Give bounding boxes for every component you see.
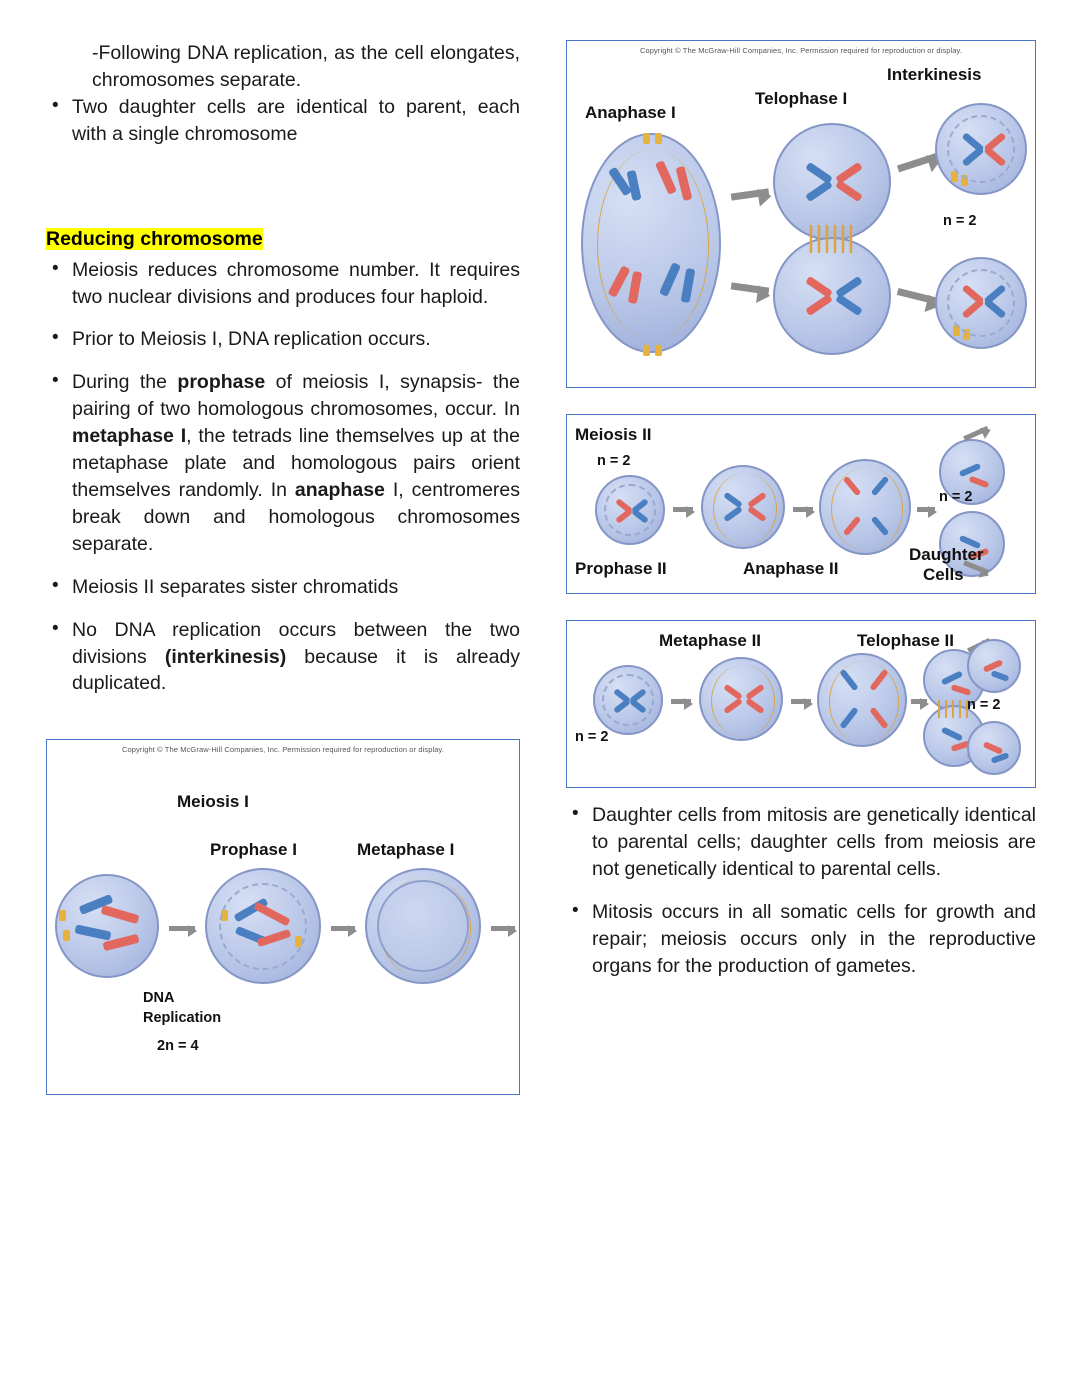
centrosome (655, 345, 662, 356)
chromosome-blue (233, 898, 268, 923)
centrosome (961, 175, 968, 186)
chromosome-red (805, 294, 833, 316)
chromosome-red (951, 684, 972, 696)
cell-interkinesis-bottom (935, 257, 1027, 349)
chromosome-blue (74, 925, 111, 941)
figure-label-dna-line2: Replication (143, 1010, 222, 1027)
chromosome-blue (984, 284, 1007, 305)
cell-metaphase-stage (701, 465, 785, 549)
chromosome-red (257, 929, 292, 947)
spacer (566, 388, 1036, 414)
two-column-layout (46, 40, 1034, 1095)
centrosome (953, 325, 960, 336)
chromosome-blue (629, 688, 647, 704)
centrosome (59, 910, 66, 921)
chromosome-red (100, 905, 139, 924)
chromosome-blue (613, 698, 631, 714)
chromosome-red (984, 146, 1007, 167)
chromosome-red (983, 741, 1004, 755)
figure-label-n-left: n = 2 (575, 729, 609, 745)
chromosome-blue (962, 146, 985, 167)
figure-meiosis-i (46, 739, 520, 1095)
right-bullet-list (566, 802, 1036, 979)
chromosome-red (615, 508, 633, 524)
figure-anaphase-telophase (566, 40, 1036, 388)
chromosome-blue (941, 670, 963, 685)
main-bullet-list (46, 257, 520, 698)
arrow-icon (671, 699, 691, 704)
chromosome-blue (397, 903, 422, 925)
bullet-prior-to-meiosis: Prior to Meiosis I, DNA replication occurs. (72, 328, 431, 351)
bullet-meiosis-reduces: Meiosis reduces chromosome number. It requires two nuclear divisions and produces four haploid. (72, 258, 520, 308)
cell-daughter-top (967, 639, 1021, 693)
arrow-icon (917, 507, 935, 512)
spindle-fibers (831, 467, 903, 551)
left-column (46, 40, 520, 1095)
centrosome (655, 133, 662, 144)
chromosome-red (425, 923, 450, 945)
bullet-meiosis-two: Meiosis II separates sister chromatids (72, 575, 399, 598)
figure-metaphase-telophase-ii (566, 620, 1036, 788)
intro-paragraph: -Following DNA replication, as the cell elongates, chromosomes separate. (92, 42, 520, 91)
chromosome-blue (991, 670, 1010, 682)
chromosome-blue (631, 508, 649, 524)
list-item (566, 899, 1036, 980)
list-item (46, 617, 520, 698)
cell-interkinesis-top (935, 103, 1027, 195)
arrow-icon (731, 282, 770, 294)
figure-label-n-right-b: n = 2 (967, 697, 1001, 713)
chromosome-blue (941, 726, 963, 741)
chromosome-red (969, 476, 990, 488)
list-item (46, 257, 520, 311)
figure-label-metaphase-i: Metaphase I (357, 840, 455, 860)
figure-title-meiosis-ii: Meiosis II (575, 425, 652, 444)
arrow-icon (793, 507, 813, 512)
arrow-icon (491, 926, 515, 931)
centrosome (63, 930, 70, 941)
spindle-fibers (713, 473, 777, 545)
figure-label-daughter-cells-line2: Cells (923, 565, 964, 584)
list-item (46, 94, 520, 148)
figure-label-prophase-ii: Prophase II (575, 559, 667, 578)
arrow-icon (673, 507, 693, 512)
figure-label-anaphase-i: Anaphase I (585, 103, 676, 122)
spindle-fibers (711, 665, 775, 737)
list-item (46, 326, 520, 353)
figure-copyright: Copyright © The McGraw-Hill Companies, Inc. Permission required for reproduction or display. (121, 745, 445, 755)
figure-title-meiosis-i: Meiosis I (177, 792, 249, 812)
arrow-icon (911, 699, 927, 704)
chromosome-red (962, 298, 985, 319)
spacer (46, 713, 520, 739)
centrosome (643, 345, 650, 356)
chromosome-red (835, 180, 863, 202)
arrow-icon (897, 288, 939, 305)
section-heading: Reducing chromosome (46, 227, 263, 250)
spacer (566, 788, 1036, 802)
cell-anaphase-i (581, 133, 721, 353)
figure-label-daughter-cells-line1: Daughter (909, 545, 984, 564)
list-item (46, 574, 520, 601)
cell-metaphase-i (365, 868, 481, 984)
cell-prophase-i (205, 868, 321, 984)
chromosome-blue (991, 752, 1010, 764)
figure-label-telophase-i: Telophase I (755, 89, 848, 108)
figure-label-interkinesis: Interkinesis (887, 65, 982, 84)
chromosome-blue (613, 688, 631, 704)
figure-meiosis-ii (566, 414, 1036, 594)
chromosome-blue (835, 294, 863, 316)
figure-label-metaphase-ii: Metaphase II (659, 631, 762, 650)
figure-label-n-equals: n = 2 (943, 213, 977, 229)
chromosome-blue (397, 923, 422, 945)
intro-bullet-list (46, 94, 520, 148)
chromosome-blue (805, 180, 833, 202)
cleavage-furrow-fibers (805, 223, 861, 255)
arrow-icon (897, 153, 939, 173)
bullet-interkinesis: No DNA replication occurs between the two divisions (interkinesis) because it is already duplicated. (72, 618, 521, 695)
chromosome-red (615, 498, 633, 514)
figure-label-n-right: n = 2 (939, 489, 973, 505)
chromosome-blue (959, 463, 982, 477)
cell-anaphase-stage-b (817, 653, 907, 747)
list-item (566, 802, 1036, 883)
section-heading-wrapper (46, 228, 520, 251)
bullet-daughter-cells-comparison: Daughter cells from mitosis are genetically identical to parental cells; daughter cells from meiosis are not genetically identical to parental cells. (592, 804, 1036, 880)
chromosome-blue (984, 298, 1007, 319)
cell-dna-replication (55, 874, 159, 978)
figure-copyright: Copyright © The McGraw-Hill Companies, Inc. Permission required for reproduction or display. (639, 46, 963, 55)
cell-anaphase-ii (819, 459, 911, 555)
chromosome-blue (629, 698, 647, 714)
figure-label-ploidy: 2n = 4 (157, 1038, 199, 1055)
spacer (566, 594, 1036, 620)
chromosome-blue (235, 926, 270, 946)
centrosome (221, 910, 228, 921)
cell-daughter-bottom (967, 721, 1021, 775)
chromosome-red (962, 284, 985, 305)
bullet-prophase-description: During the prophase of meiosis I, synapsis- the pairing of two homologous chromosomes, occur. In metaphase I, the tetrads line themselves up at the metaphase plate and homologous pairs orient themselves randomly. In anaphase I, centromeres break down and homologous chromosomes separate. (72, 371, 521, 555)
intro-bullet-text: Two daughter cells are identical to parent, each with a single chromosome (72, 95, 520, 145)
chromosome-red (984, 132, 1007, 153)
figure-label-prophase-i: Prophase I (210, 840, 297, 860)
figure-label-anaphase-ii: Anaphase II (743, 559, 839, 578)
right-column (566, 40, 1036, 979)
arrow-icon (169, 926, 195, 931)
spindle-fibers (379, 878, 471, 978)
figure-label-dna-line1: DNA (143, 990, 175, 1007)
chromosome-blue (631, 498, 649, 514)
list-item (46, 369, 520, 557)
cell-prophase-ii (595, 475, 665, 545)
centrosome (643, 133, 650, 144)
cell-prophase-ii-b (593, 665, 663, 735)
centrosome (951, 171, 958, 182)
chromosome-blue (962, 132, 985, 153)
chromosome-red (425, 903, 450, 925)
arrow-icon (331, 926, 355, 931)
spacer (46, 164, 520, 228)
chromosome-red (253, 902, 290, 927)
cell-metaphase-ii (699, 657, 783, 741)
centrosome (295, 936, 302, 947)
figure-label-telophase-ii: Telophase II (857, 631, 954, 650)
figure-label-n-top: n = 2 (597, 453, 631, 469)
arrow-icon (791, 699, 811, 704)
bullet-mitosis-somatic: Mitosis occurs in all somatic cells for growth and repair; meiosis occurs only in the reproductive organs for the production of gametes. (592, 900, 1036, 977)
centrosome (963, 329, 970, 340)
arrow-icon (731, 188, 770, 200)
